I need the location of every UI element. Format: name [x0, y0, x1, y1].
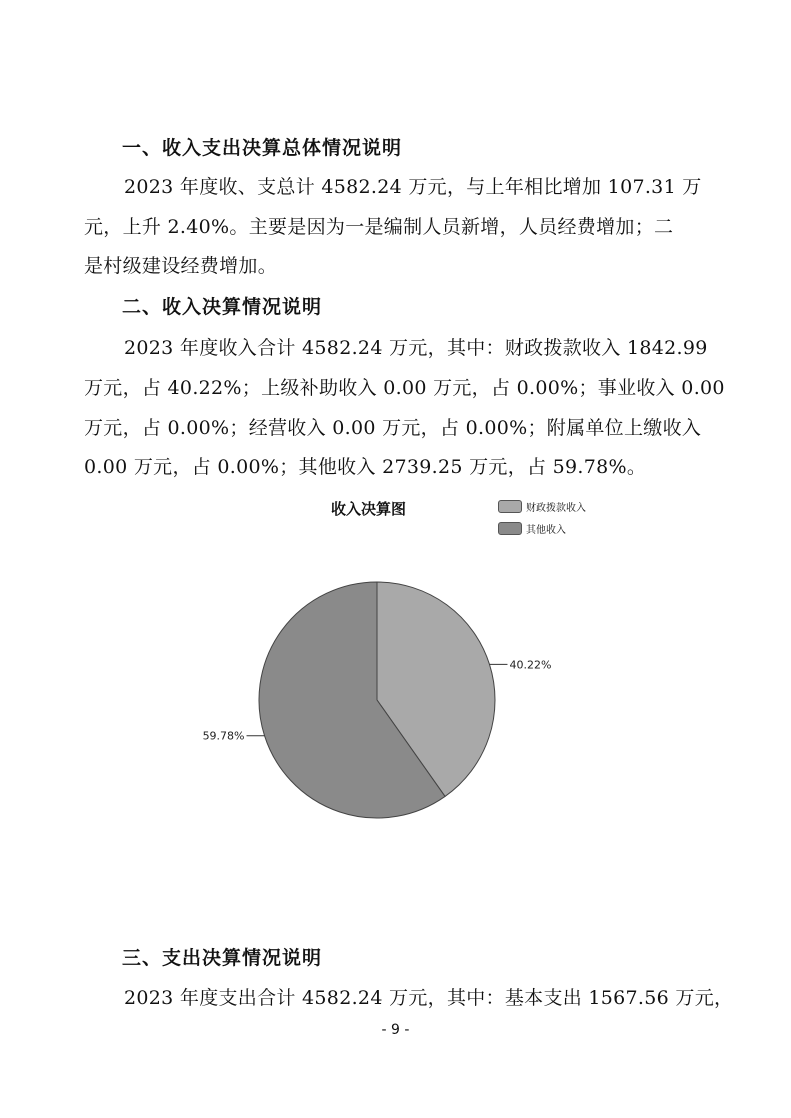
- section2-line: 万元，占 40.22%；上级补助收入 0.00 万元，占 0.00%；事业收入 0.00: [84, 377, 725, 399]
- pie-data-label: 59.78%: [202, 729, 245, 743]
- section2-line: 万元，占 0.00%；经营收入 0.00 万元，占 0.00%；附属单位上缴收入: [84, 417, 702, 439]
- legend-label-fiscal: 财政拨款收入: [526, 502, 586, 514]
- section1-line: 元，上升 2.40%。主要是因为一是编制人员新增，人员经费增加；二: [84, 216, 674, 238]
- section2-heading: 二、收入决算情况说明: [122, 296, 323, 318]
- section2-line: 2023 年度收入合计 4582.24 万元，其中：财政拨款收入 1842.99: [124, 337, 708, 359]
- section1-heading: 一、收入支出决算总体情况说明: [122, 137, 403, 159]
- section3-line: 2023 年度支出合计 4582.24 万元，其中：基本支出 1567.56 万元，: [124, 987, 734, 1009]
- pie-data-label: 40.22%: [509, 658, 552, 672]
- section3-heading: 三、支出决算情况说明: [122, 947, 323, 969]
- legend-label-other: 其他收入: [526, 524, 566, 536]
- chart-title: 收入决算图: [331, 500, 407, 518]
- section1-line: 2023 年度收、支总计 4582.24 万元，与上年相比增加 107.31 万: [124, 176, 702, 198]
- section1-line: 是村级建设经费增加。: [84, 255, 278, 277]
- section2-line: 0.00 万元，占 0.00%；其他收入 2739.25 万元，占 59.78%。: [84, 456, 647, 478]
- page-number: - 9 -: [381, 1022, 410, 1038]
